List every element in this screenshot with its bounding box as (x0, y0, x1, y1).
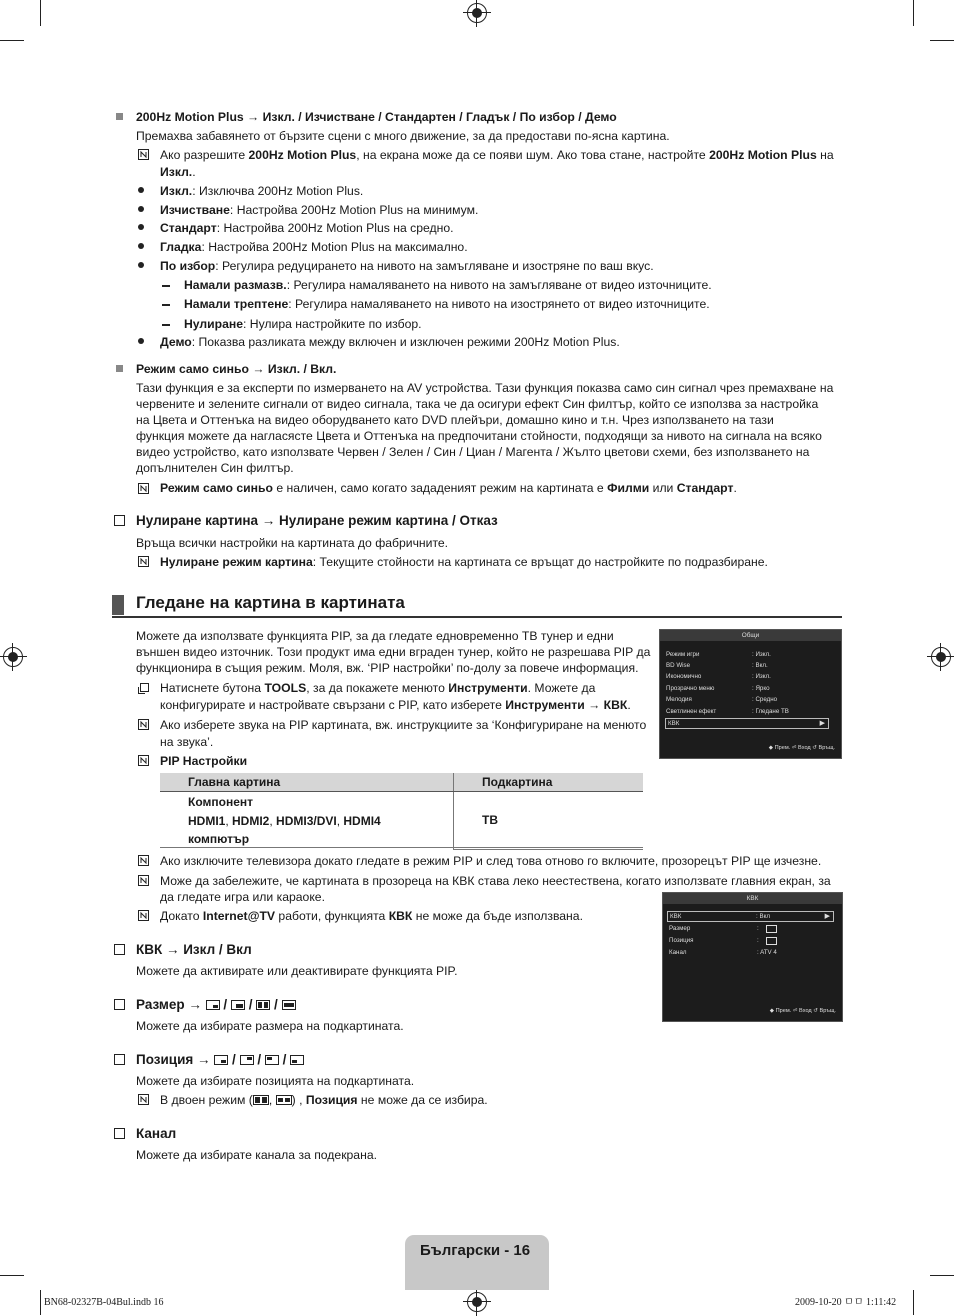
note-text: Може да забележите, че картината в прозореца на КВК става леко неестествена, когато използвате главния екран, за (160, 874, 831, 888)
note-icon (138, 854, 149, 865)
paragraph: Можете да избирате канала за подекрана. (136, 1148, 377, 1162)
note-text: Изкл.. (160, 165, 196, 179)
position-bottom-left-icon (290, 1055, 304, 1065)
pip-settings-table (160, 773, 643, 850)
checkbox-bullet-icon (114, 999, 125, 1010)
list-item: Стандарт: Настройва 200Hz Motion Plus на средно. (160, 221, 454, 235)
arrow-right-icon: ▶ (819, 720, 825, 727)
dash-bullet-icon (162, 285, 170, 287)
paragraph: Премахва забавянето от бързите сцени с много движение, за да предостави по-ясна картина. (136, 129, 670, 143)
registration-mark-icon (3, 647, 23, 667)
list-item: Демо: Показва разликата между включен и изключен режими 200Hz Motion Plus. (160, 335, 620, 349)
note-text: Нулиране режим картина: Текущите стойности на картината се връщат до настройките по подразбиране. (160, 555, 768, 569)
checkbox-bullet-icon (114, 515, 125, 526)
note-icon (138, 148, 149, 159)
osd-row: Канал : ATV 4 (669, 949, 777, 956)
note-text: Натиснете бутона TOOLS, за да покажете менюто Инструменти. Можете да (160, 681, 596, 695)
paragraph: Можете да избирате позицията на подкартината. (136, 1074, 415, 1088)
paragraph: Връща всички настройки на картината до фабричните. (136, 536, 449, 550)
paragraph-line: червените и зелените сигнали от видео сигнала, така че да осигури ефект Син филтър, който се използва за настройка (136, 397, 819, 411)
bullet-icon (138, 206, 144, 212)
size-dual-icon (253, 1095, 269, 1105)
table-cell: ТВ (454, 792, 644, 850)
title-underline (112, 616, 842, 618)
subsection-heading: Размер → / / / (136, 997, 296, 1013)
osd-pip-menu (662, 892, 843, 1022)
note-text: конфигурирате и настройвате свързани с PIP, като изберете Инструменти → КВК. (160, 698, 631, 712)
paragraph-line: на Цвета и Оттенъка на видео оборудването като DVD плейъри, домашно кино и т.н. Чрез използването на тази (136, 413, 774, 427)
crop-mark (913, 0, 914, 26)
note-text: на звука’. (160, 735, 214, 749)
crop-mark (930, 40, 954, 41)
osd-row: Режим игри : Изкл. (666, 651, 771, 658)
osd-general-menu (659, 629, 842, 759)
crop-mark (0, 40, 24, 41)
dash-bullet-icon (162, 304, 170, 306)
subsection-heading: КВК → Изкл / Вкл (136, 942, 252, 957)
paragraph-line: видео устройство, като използвате Червен / Зелен / Син / Циан / Магента / Жълто цветови схеми, без използването на (136, 445, 810, 459)
osd-title: Общи (660, 630, 841, 641)
position-top-right-icon (240, 1055, 254, 1065)
list-subitem: Намали размазв.: Регулира намаляването на нивото на замъгляване от видео източниците. (184, 278, 712, 292)
osd-row: Светлинен ефект : Гледане ТВ (666, 708, 789, 715)
note-icon (138, 874, 149, 885)
print-date-info: 2009-10-20 ㅁㅁ 1:11:42 (795, 1297, 897, 1308)
subsection-heading: Канал (136, 1126, 177, 1141)
note-icon (138, 754, 149, 765)
bullet-icon (138, 187, 144, 193)
size-dual-wide-icon (276, 1095, 292, 1105)
paragraph-line: допълнителен Син филтър. (136, 461, 294, 475)
size-small-icon (766, 925, 777, 933)
osd-row: Прозрачно меню : Ярко (666, 685, 770, 692)
osd-row-selected: КВК ▶ (665, 718, 829, 729)
arrow-right-icon: ▶ (824, 913, 830, 920)
title-bar-marker (112, 595, 124, 615)
bullet-icon (138, 224, 144, 230)
note-icon (138, 482, 149, 493)
list-subitem: Нулиране: Нулира настройките по избор. (184, 317, 422, 331)
subsection-heading: Позиция → / / / (136, 1052, 304, 1068)
print-file-info: BN68-02327B-04Bul.indb 16 (44, 1297, 164, 1308)
paragraph-line: външен видео източник. Този продукт има едни вграден тунер, който не разрешава PIP да (136, 645, 651, 659)
osd-row: Позиция : (669, 935, 693, 947)
square-bullet-icon (116, 365, 123, 372)
list-item: Изкл.: Изключва 200Hz Motion Plus. (160, 184, 364, 198)
crop-mark (40, 1290, 41, 1315)
position-top-left-icon (265, 1055, 279, 1065)
osd-footer: ◆ Прем. ⏎ Вход ↺ Връщ. (768, 744, 835, 751)
size-dual-icon (256, 1000, 270, 1010)
note-icon (138, 1093, 149, 1104)
dash-bullet-icon (162, 324, 170, 326)
size-large-icon (231, 1000, 245, 1010)
note-text: Ако изберете звука на PIP картината, вж. инструкциите за ‘Конфигуриране на менюто (160, 718, 647, 732)
paragraph-line: Можете да използвате функцията PIP, за да гледате едновременно ТВ тунер и едни (136, 629, 614, 643)
position-bottom-right-icon (766, 937, 777, 945)
bullet-icon (138, 338, 144, 344)
paragraph: Можете да активирате или деактивирате функцията PIP. (136, 964, 458, 978)
paragraph: Можете да избирате размера на подкартината. (136, 1019, 404, 1033)
table-header: Главна картина (160, 773, 454, 792)
osd-row: Мелодия : Средно (666, 696, 778, 703)
list-subitem: Намали трептене: Регулира намаляването на нивото на изострянето от видео източниците. (184, 297, 710, 311)
position-bottom-right-icon (214, 1055, 228, 1065)
page-title: Гледане на картина в картината (136, 593, 405, 612)
list-item: Гладка: Настройва 200Hz Motion Plus на максимално. (160, 240, 468, 254)
registration-mark-icon (931, 647, 951, 667)
crop-mark (930, 1275, 954, 1276)
size-dual-wide-icon (282, 1000, 296, 1010)
checkbox-bullet-icon (114, 1128, 125, 1139)
table-header: Подкартина (454, 773, 644, 792)
note-text: Докато Internet@TV работи, функцията КВК не може да бъде използвана. (160, 909, 583, 923)
osd-row: Размер : (669, 923, 690, 935)
bullet-icon (138, 262, 144, 268)
bullet-icon (138, 243, 144, 249)
note-text: В двоен режим ( , ) , Позиция не може да се избира. (160, 1093, 488, 1107)
square-bullet-icon (116, 113, 123, 120)
table-divider (160, 847, 643, 848)
note-text: Ако разрешите 200Hz Motion Plus, на екрана може да се появи шум. Ако това стане, настройте 200Hz Motion Plus на (160, 148, 834, 162)
note-text: да гледате игра или караоке. (160, 890, 325, 904)
note-icon (138, 555, 149, 566)
crop-mark (0, 1275, 24, 1276)
section-heading: 200Hz Motion Plus → Изкл. / Изчистване / Стандартен / Гладък / По избор / Демо (136, 110, 617, 124)
crop-mark (40, 0, 41, 26)
paragraph-line: Тази функция е за експерти по измерването на AV устройства. Тази функция показва само син сигнал чрез премахване на (136, 381, 834, 395)
table-label: PIP Настройки (160, 754, 248, 768)
crop-mark (913, 1290, 914, 1315)
osd-footer: ◆ Прем. ⏎ Вход ↺ Връщ. (769, 1007, 836, 1014)
note-icon (138, 909, 149, 920)
registration-mark-icon (467, 3, 487, 23)
note-text: Ако изключите телевизора докато гледате в режим PIP и след това отново го включите, прозорецът PIP ще изчезне. (160, 854, 822, 868)
checkbox-bullet-icon (114, 1054, 125, 1065)
section-heading: Нулиране картина → Нулиране режим картина / Отказ (136, 513, 498, 528)
registration-mark-icon (467, 1292, 487, 1312)
checkbox-bullet-icon (114, 944, 125, 955)
tools-icon (138, 682, 149, 693)
section-heading: Режим само синьо → Изкл. / Вкл. (136, 362, 337, 376)
paragraph-line: функционира в същия режим. Моля, вж. ‘PIP настройки’ по-долу за повече информация. (136, 661, 639, 675)
note-text: Режим само синьо е наличен, само когато зададеният режим на картината е Филми или Стандарт. (160, 481, 737, 495)
table-cell: Компонент HDMI1, HDMI2, HDMI3/DVI, HDMI4 компютър (188, 795, 381, 847)
osd-title: КВК (663, 893, 842, 904)
osd-row-selected: КВК : Вкл ▶ (667, 911, 834, 922)
paragraph-line: функция можете да нагласясте Цвета и Оттенъка на предпочитани стойности, подходящи за нивото на сигнала на всяко (136, 429, 822, 443)
page-number: Български - 16 (420, 1242, 531, 1259)
list-item: По избор: Регулира редуцирането на нивото на замъгляване и изостряне по ваш вкус. (160, 259, 654, 273)
list-item: Изчистване: Настройва 200Hz Motion Plus на минимум. (160, 203, 479, 217)
osd-row: Икономично : Изкл. (666, 673, 771, 680)
size-small-icon (206, 1000, 220, 1010)
note-icon (138, 718, 149, 729)
osd-row: BD Wise : Вкл. (666, 662, 768, 669)
